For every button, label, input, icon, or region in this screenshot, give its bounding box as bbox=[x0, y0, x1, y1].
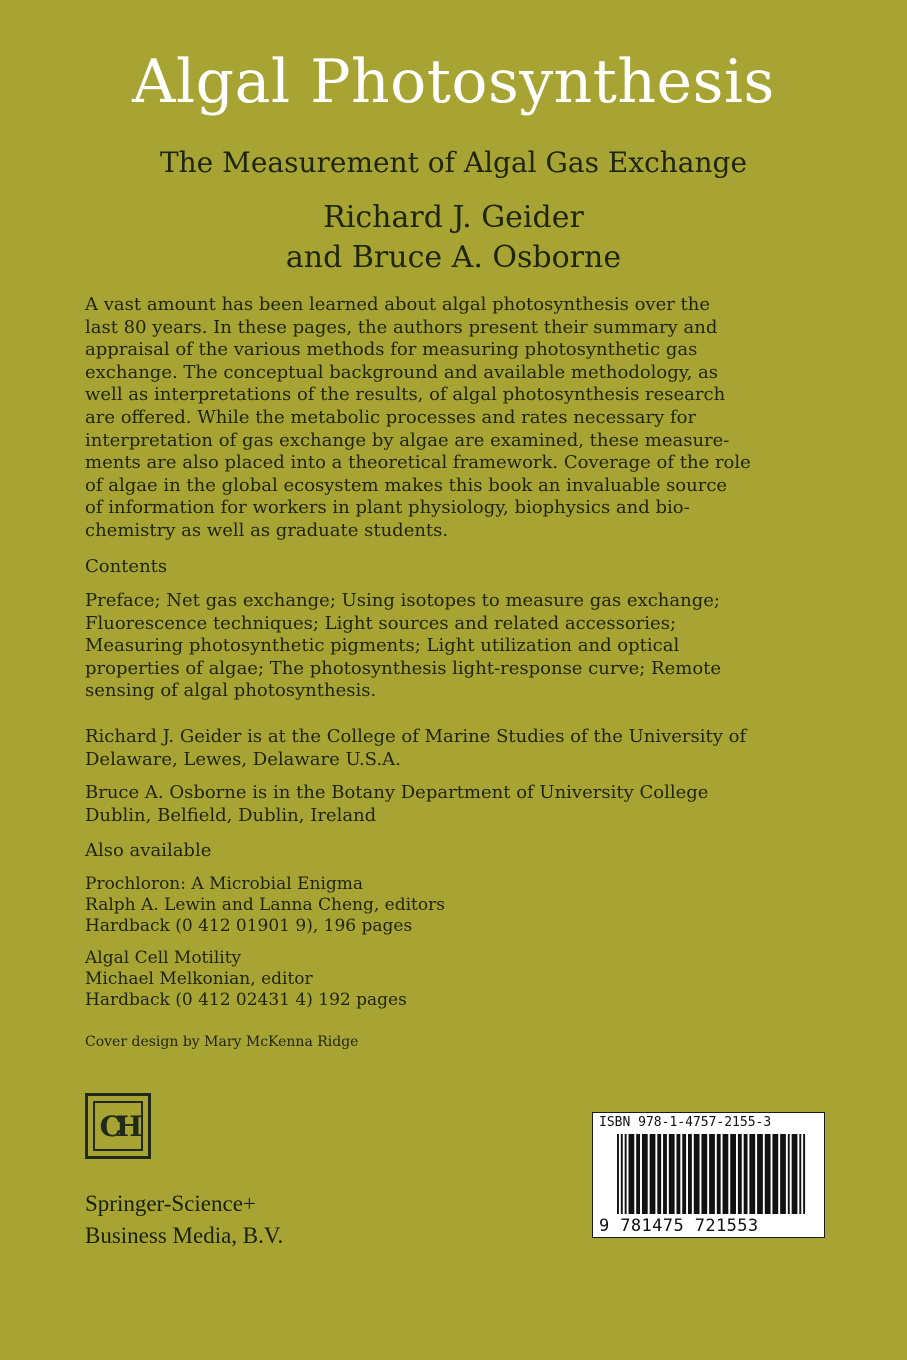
barcode-bar bbox=[694, 1134, 700, 1214]
related-book-format: Hardback (0 412 02431 4) 192 pages bbox=[85, 990, 407, 1010]
barcode-bar bbox=[642, 1134, 648, 1214]
barcode-bar bbox=[625, 1134, 627, 1214]
barcode-bar bbox=[803, 1134, 805, 1214]
publisher-name bbox=[85, 1188, 283, 1252]
barcode-bars bbox=[617, 1134, 807, 1218]
contents-line: Fluorescence techniques; Light sources and related accessories; bbox=[85, 612, 677, 634]
barcode-bar bbox=[780, 1134, 786, 1214]
barcode-bar bbox=[629, 1134, 635, 1214]
authors bbox=[0, 198, 907, 278]
barcode-bar bbox=[621, 1134, 623, 1214]
author-note-geider bbox=[85, 726, 831, 771]
related-book-editors: Ralph A. Lewin and Lanna Cheng, editors bbox=[85, 895, 445, 915]
description-line: chemistry as well as graduate students. bbox=[85, 519, 449, 541]
related-book-title: Algal Cell Motility bbox=[85, 948, 242, 968]
description-line: ments are also placed into a theoretical framework. Coverage of the role bbox=[85, 452, 751, 474]
barcode-bar bbox=[749, 1134, 755, 1214]
author-line-2: and Bruce A. Osborne bbox=[285, 240, 622, 275]
barcode-bar bbox=[709, 1134, 715, 1214]
isbn-text: ISBN 978-1-4757-2155-3 bbox=[599, 1115, 772, 1130]
book-subtitle: The Measurement of Algal Gas Exchange bbox=[159, 146, 748, 179]
barcode-bar bbox=[730, 1134, 736, 1214]
publisher-line-1: Springer-Science+ bbox=[85, 1191, 256, 1216]
barcode-bar bbox=[772, 1134, 778, 1214]
description-line: well as interpretations of the results, of algal photosynthesis research bbox=[85, 384, 726, 406]
barcode-bar bbox=[663, 1134, 667, 1214]
contents-heading: Contents bbox=[85, 556, 168, 577]
barcode-bar bbox=[676, 1134, 680, 1214]
ch-monogram-logo-icon bbox=[85, 1093, 151, 1159]
author-note-line: Dublin, Belfield, Dublin, Ireland bbox=[85, 804, 377, 826]
barcode-bar bbox=[669, 1134, 675, 1214]
author-note-line: Richard J. Geider is at the College of Marine Studies of the University of bbox=[85, 726, 747, 747]
description-line: exchange. The conceptual background and available methodology, as bbox=[85, 361, 718, 383]
description bbox=[85, 294, 831, 543]
barcode-bar bbox=[682, 1134, 686, 1214]
author-note-line: Bruce A. Osborne is in the Botany Department of University College bbox=[85, 782, 709, 803]
description-line: last 80 years. In these pages, the authors present their summary and bbox=[85, 316, 718, 338]
contents-line: Preface; Net gas exchange; Using isotopes to measure gas exchange; bbox=[85, 590, 720, 611]
barcode-bar bbox=[688, 1134, 692, 1214]
related-book-title: Prochloron: A Microbial Enigma bbox=[85, 874, 364, 894]
description-line: A vast amount has been learned about algal photosynthesis over the bbox=[85, 294, 711, 315]
barcode-bar bbox=[744, 1134, 748, 1214]
related-book-format: Hardback (0 412 01901 9), 196 pages bbox=[85, 916, 413, 936]
contents-line: Measuring photosynthetic pigments; Light utilization and optical bbox=[85, 635, 680, 657]
logo-monogram: CH bbox=[93, 1101, 143, 1151]
barcode-bar bbox=[650, 1134, 656, 1214]
description-line: appraisal of the various methods for measuring photosynthetic gas bbox=[85, 339, 698, 361]
barcode-bar bbox=[617, 1134, 619, 1214]
barcode-bar bbox=[701, 1134, 707, 1214]
description-line: are offered. While the metabolic processes and rates necessary for bbox=[85, 406, 697, 428]
publisher-line-2: Business Media, B.V. bbox=[85, 1223, 284, 1248]
related-book bbox=[85, 948, 831, 1011]
author-note-osborne bbox=[85, 782, 831, 827]
barcode-bar bbox=[723, 1134, 729, 1214]
barcode-bar bbox=[636, 1134, 640, 1214]
cover-credit: Cover design by Mary McKenna Ridge bbox=[85, 1034, 359, 1050]
related-book-editors: Michael Melkonian, editor bbox=[85, 969, 313, 989]
author-line-1: Richard J. Geider bbox=[323, 200, 584, 235]
description-line: interpretation of gas exchange by algae are examined, these measure- bbox=[85, 429, 730, 451]
book-title: Algal Photosynthesis bbox=[132, 47, 775, 117]
also-available-heading: Also available bbox=[85, 840, 212, 861]
contents-line: sensing of algal photosynthesis. bbox=[85, 680, 377, 702]
author-note-line: Delaware, Lewes, Delaware U.S.A. bbox=[85, 748, 401, 770]
barcode-bar bbox=[757, 1134, 763, 1214]
barcode-bar bbox=[738, 1134, 742, 1214]
related-book bbox=[85, 874, 831, 937]
barcode-bar bbox=[799, 1134, 801, 1214]
barcode-bar bbox=[657, 1134, 661, 1214]
barcode-bar bbox=[788, 1134, 790, 1214]
barcode-bar bbox=[765, 1134, 771, 1214]
contents-line: properties of algae; The photosynthesis light-response curve; Remote bbox=[85, 657, 722, 679]
contents-list bbox=[85, 590, 831, 703]
description-line: of information for workers in plant physiology, biophysics and bio- bbox=[85, 497, 690, 519]
description-line: of algae in the global ecosystem makes this book an invaluable source bbox=[85, 474, 728, 496]
barcode-bar bbox=[792, 1134, 798, 1214]
ean-digits: 9 781475 721553 bbox=[599, 1216, 759, 1236]
isbn-barcode bbox=[592, 1112, 825, 1238]
barcode-bar bbox=[717, 1134, 721, 1214]
